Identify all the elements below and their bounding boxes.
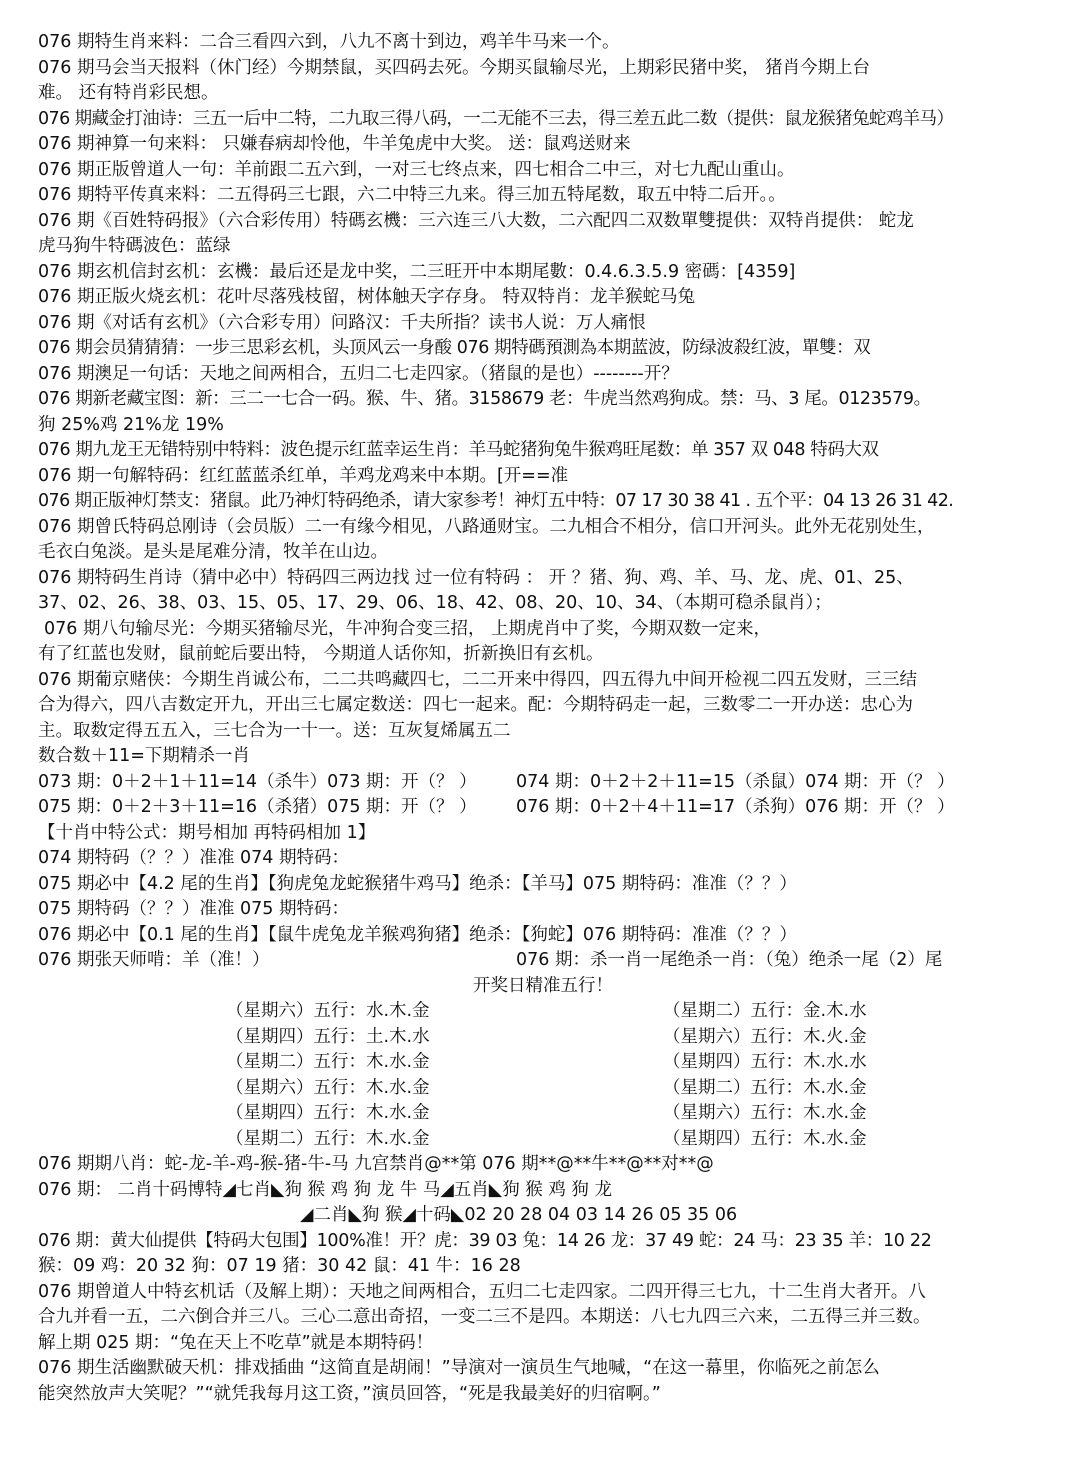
text-line: 076 期正版火烧玄机：花叶尽落残枝留，树体触天字存身。 特双特肖：龙羊猴蛇马兔	[38, 287, 696, 307]
text-line: 076 期特平传真来料：二五得码三七跟，六二中特三九来。得三加五特尾数，取五中特二后开。。	[38, 185, 786, 205]
text-line: 076 期藏金打油诗：三五一后中二特，二九取三得八码，一二无能不三去，得三差五此二数（提供：鼠龙猴猪兔蛇鸡羊马）	[38, 108, 954, 129]
text-line: 074 期特码（？？）准准 074 期特码：	[38, 848, 349, 868]
text-line: 076 期一句解特码：红红蓝蓝杀红单，羊鸡龙鸡来中本期。[开==准	[38, 465, 569, 486]
wuxing-row	[38, 1025, 1048, 1051]
text-line: 076 期特生肖来料：二合三看四六到，八九不离十到边，鸡羊牛马来一个。	[38, 32, 620, 52]
kill-left: 076 期张天师啃：羊（准！）	[38, 950, 270, 970]
formula-right: 074 期：0＋2＋2＋11=15（杀鼠）074 期：开（？ ）	[516, 771, 955, 792]
text-line: 解上期 025 期：“兔在天上不吃草”就是本期特码！	[38, 1332, 434, 1353]
text-line: 能突然放声大笑呢？”“就凭我每月这工资，”演员回答，“死是我最美好的归宿啊。”	[38, 1383, 661, 1404]
text-line: 076 期正版曾道人一句：羊前跟二五六到，一对三七终点来，四七相合二中三，对七九配山重山。	[38, 159, 795, 180]
text-line: 076 期生活幽默破天机：排戏插曲 “这简直是胡闹！”导演对一演员生气地喊，“在这一幕里，你临死之前怎么	[38, 1358, 880, 1378]
text-line: 076 期《对话有玄机》（六合彩专用）问路汉：千夫所指？读书人说：万人痛恨	[38, 312, 646, 333]
text-line: 合为得六，四八吉数定开九，开出三七属定数送：四七一起来。配：今期特码走一起，三数零二一开办送：忠心为	[38, 695, 913, 715]
formula-right: 076 期：0＋2＋4＋11=17（杀狗）076 期：开（？ ）	[516, 797, 955, 817]
text-line: 076 期曾氏特码总刚诗（会员版）二一有缘今相见，八路通财宝。二九相合不相分，信口开河头。此外无花别处生，	[38, 516, 935, 537]
text-line: 076 期八句输尽光：今期买猪输尽光，牛冲狗合变三招， 上期虎肖中了奖，今期双数一定来，	[44, 618, 772, 639]
text-line: 076 期会员猜猜猜：一步三思彩玄机，头顶风云一身酸 076 期特碼預測為本期蓝波，防绿波殺红波，單雙：双	[38, 338, 871, 358]
text-line: 猴：09 鸡：20 32 狗：07 19 猪：30 42 鼠：41 牛：16 28	[38, 1256, 521, 1276]
kill-row	[38, 948, 1048, 974]
wuxing-left: （星期四）五行：土.木.水	[226, 1026, 430, 1047]
text-line: 076 期九龙王无错特别中特料：波色提示红蓝幸运生肖：羊马蛇猪狗兔牛猴鸡旺尾数：单 357 双 048 特码大双	[38, 440, 879, 460]
wuxing-right: （星期四）五行：木.水.金	[663, 1128, 867, 1149]
wuxing-left: （星期二）五行：木.水.金	[226, 1052, 430, 1072]
text-line: 076 期特码生肖诗（猜中必中）特码四三两边找 过一位有特码 ： 开 ？猪、狗、鸡、羊、马、龙、虎、01、25、	[38, 567, 914, 588]
text-line: 主。取数定得五五入，三七合为一十一。送：互灰复烯属五二	[38, 720, 511, 741]
wuxing-left: （星期六）五行：水.木.金	[226, 1001, 430, 1021]
formula-left: 073 期：0＋2＋1＋11=14（杀牛）073 期：开（？ ）	[38, 771, 477, 792]
text-line: 076 期葡京赌侠：今期生肖诚公布，二二共鸣藏四七，二二开来中得四，四五得九中间开检视二四五发财，三三结	[38, 669, 917, 690]
text-line: 合九并看一五，二六倒合并三八。三心二意出奇招，一变二三不是四。本期送：八七九四三六来，二五得三并三数。	[38, 1307, 931, 1327]
text-line: ◢二肖◣狗 猴◢十码◣02 20 28 04 03 14 26 05 35 06	[300, 1205, 738, 1225]
text-line: 075 期特码（？？）准准 075 期特码：	[38, 899, 349, 919]
text-line: 狗 25%鸡 21%龙 19%	[38, 414, 224, 435]
text-line: 【十肖中特公式：期号相加 再特码相加 1】	[38, 822, 376, 843]
text-line: 076 期澳足一句话：天地之间两相合，五归二七走四家。（猪鼠的是也）--------开？	[38, 363, 679, 384]
text-line: 076 期玄机信封玄机：玄機：最后还是龙中奖，二三旺开中本期尾數：0.4.6.3.5.9 密碼：[4359]	[38, 261, 796, 282]
text-line: 076 期新老藏宝图：新：三二一七合一码。猴、牛、猪。3158679 老：牛虎当然鸡狗成。禁：马、3 尾。0123579。	[38, 389, 931, 409]
text-line: 37、02、26、38、03、15、05、17、29、06、18、42、08、20、10、34、（本期可稳杀鼠肖）；	[38, 593, 832, 613]
wuxing-right: （星期二）五行：木.水.金	[663, 1077, 867, 1098]
text-line: 076 期期八肖：蛇-龙-羊-鸡-猴-猪-牛-马 九宫禁肖@**第 076 期**@**牛**@**对**@	[38, 1154, 714, 1174]
text-line: 虎马狗牛特碼波色：蓝绿	[38, 236, 231, 256]
wuxing-row	[38, 1101, 1048, 1127]
wuxing-right: （星期六）五行：木.水.金	[663, 1103, 867, 1123]
wuxing-right: （星期六）五行：木.火.金	[663, 1026, 867, 1047]
wuxing-right: （星期二）五行：金.木.水	[663, 1001, 867, 1021]
wuxing-row	[38, 1050, 1048, 1076]
text-line: 难。 还有特肖彩民想。	[38, 83, 219, 103]
text-line: 075 期必中【4.2 尾的生肖】【狗虎兔龙蛇猴猪牛鸡马】绝杀：【羊马】075 期特码：准准（？？）	[38, 873, 797, 894]
wuxing-row	[38, 1127, 1048, 1153]
text-line: 毛衣白兔淡。是头是尾难分清，牧羊在山边。	[38, 542, 388, 562]
text-line: 数合数＋11=下期精杀一肖	[38, 746, 250, 766]
wuxing-row	[38, 999, 1048, 1025]
kill-right: 076 期：杀一肖一尾绝杀一肖：（兔）绝杀一尾（2）尾	[516, 950, 943, 970]
formula-row	[38, 770, 1048, 796]
wuxing-left: （星期二）五行：木.水.金	[226, 1128, 430, 1149]
text-line: 076 期《百姓特码报》（六合彩传用）特碼玄機：三六连三八大数，二六配四二双数單雙提供：双特肖提供： 蛇龙	[38, 210, 914, 231]
wuxing-right: （星期四）五行：木.水.水	[663, 1052, 867, 1072]
wuxing-row	[38, 1076, 1048, 1102]
formula-row	[38, 795, 1048, 821]
text-line: 076 期：黄大仙提供【特码大包围】100%准！开？虎：39 03 兔：14 26 龙：37 49 蛇：24 马：23 35 羊：10 22	[38, 1230, 932, 1251]
text-line: 076 期： 二肖十码博特◢七肖◣狗 猴 鸡 狗 龙 牛 马◢五肖◣狗 猴 鸡 狗 龙	[38, 1179, 612, 1200]
text-line: 076 期神算一句来料： 只嫌春病却怜他，牛羊兔虎中大奖。 送：鼠鸡送财来	[38, 134, 631, 154]
wuxing-title: 开奖日精准五行！	[473, 975, 613, 996]
text-line: 076 期马会当天报料（休门经）今期禁鼠，买四码去死。今期买鼠输尽光，上期彩民猪中奖， 猪肖今期上台	[38, 57, 871, 78]
text-line: 076 期正版神灯禁支：猪鼠。此乃神灯特码绝杀，请大家参考！神灯五中特：07 17 30 38 41 . 五个平：04 13 26 31 42.	[38, 491, 954, 511]
prediction-document	[38, 30, 1048, 1407]
text-line: 076 期曾道人中特玄机话（及解上期）：天地之间两相合，五归二七走四家。二四开得三七九，十二生肖大者开。八	[38, 1281, 926, 1302]
wuxing-left: （星期六）五行：木.水.金	[226, 1077, 430, 1098]
wuxing-left: （星期四）五行：木.水.金	[226, 1103, 430, 1123]
text-line: 有了红蓝也发财，鼠前蛇后要出特， 今期道人话你知，折新换旧有玄机。	[38, 644, 604, 664]
formula-left: 075 期：0＋2＋3＋11=16（杀猪）075 期：开（？ ）	[38, 797, 477, 817]
text-line: 076 期必中【0.1 尾的生肖】【鼠牛虎兔龙羊猴鸡狗猪】绝杀：【狗蛇】076 期特码：准准（？？）	[38, 924, 797, 945]
